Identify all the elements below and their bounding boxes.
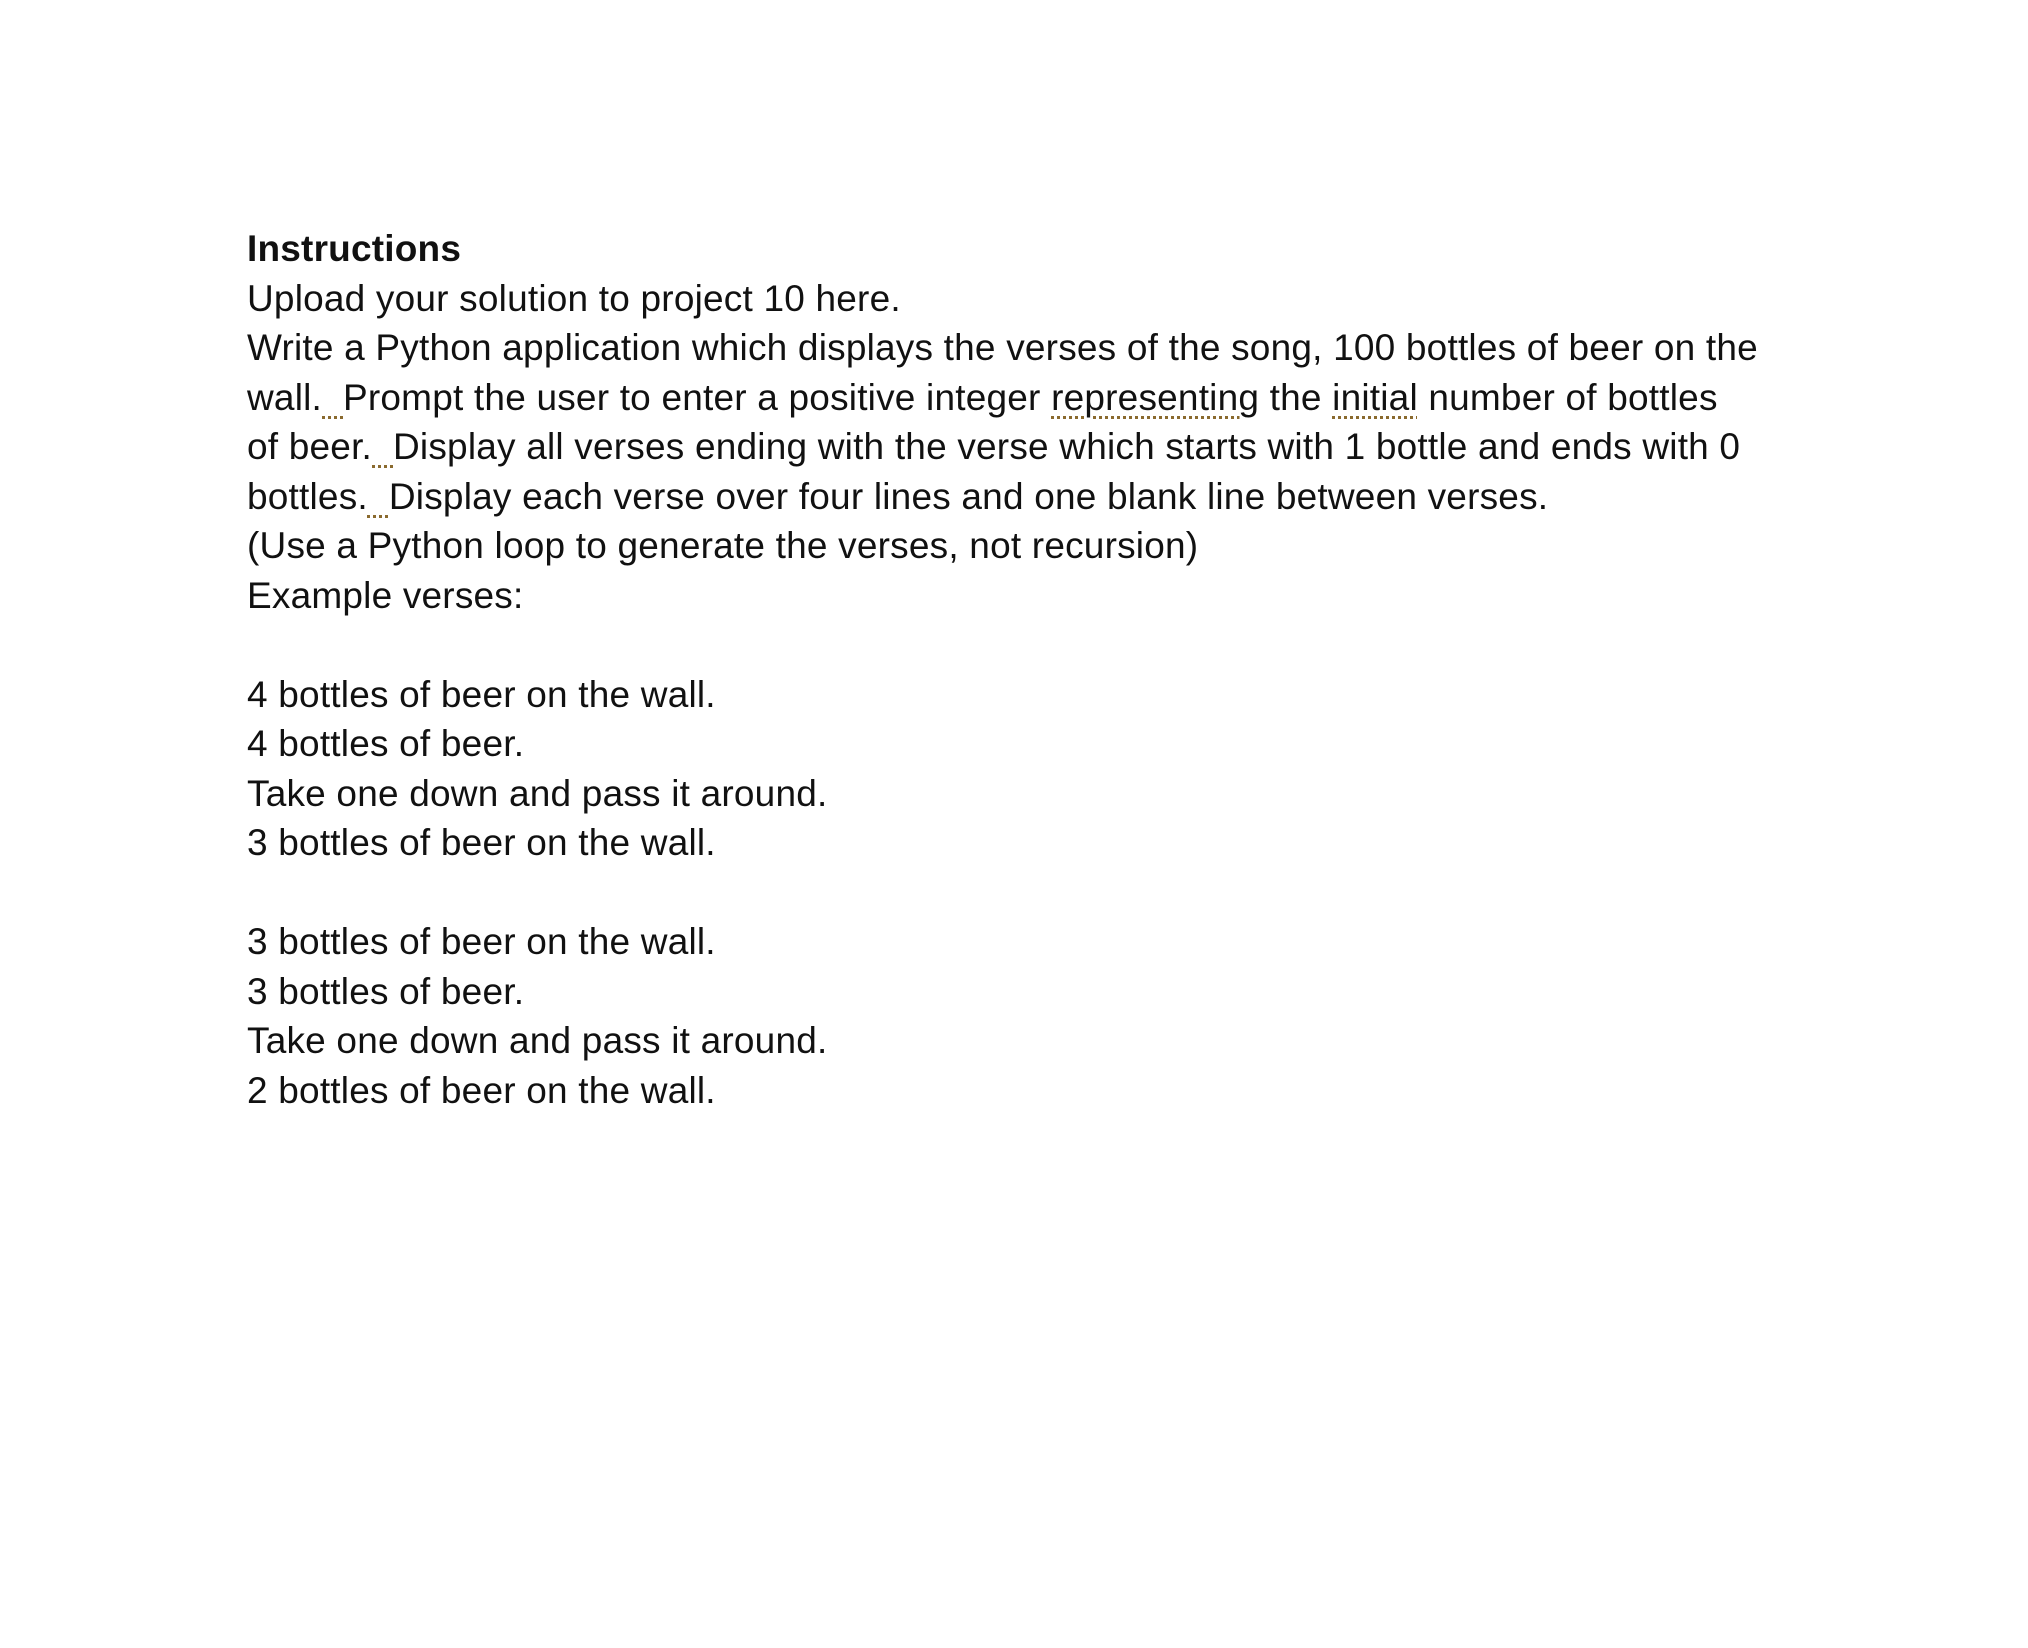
spacing-flag[interactable]	[368, 476, 389, 517]
verse-line: 4 bottles of beer on the wall.	[247, 673, 716, 715]
text-segment: the	[1259, 376, 1333, 418]
verse-block	[247, 917, 1847, 1115]
blank-line	[247, 868, 1847, 918]
note-line: (Use a Python loop to generate the verses, not recursion)	[247, 525, 1199, 566]
intro-line: Upload your solution to project 10 here.	[247, 277, 901, 319]
proofing-flag-representing[interactable]: representing	[1051, 376, 1260, 418]
verse-line: Take one down and pass it around.	[247, 1020, 828, 1061]
text-segment: bottles.	[247, 475, 368, 517]
text-segment: Prompt the user to enter a positive integer	[343, 376, 1052, 418]
text-segment: Display all verses ending with the verse which starts with 1 bottle and ends with 0	[393, 426, 1741, 467]
verse-line: 3 bottles of beer.	[247, 970, 525, 1012]
verse-block	[247, 670, 1847, 868]
paragraph-line-2	[247, 373, 1847, 423]
paragraph-line-1: Write a Python application which displays the verses of the song, 100 bottles of beer on the	[247, 327, 1758, 368]
verse-line: 3 bottles of beer on the wall.	[247, 921, 716, 962]
spacing-flag[interactable]	[372, 426, 393, 467]
verse-line: 4 bottles of beer.	[247, 723, 525, 764]
verse-line: 2 bottles of beer on the wall.	[247, 1069, 716, 1111]
text-segment: number of bottles	[1417, 376, 1718, 418]
example-label: Example verses:	[247, 574, 524, 616]
instructions-heading: Instructions	[247, 228, 462, 269]
text-segment: of beer.	[247, 426, 373, 467]
document-body	[247, 224, 1847, 1115]
proofing-flag-initial[interactable]: initial	[1332, 376, 1418, 418]
verse-line: Take one down and pass it around.	[247, 772, 828, 814]
verse-line: 3 bottles of beer on the wall.	[247, 822, 716, 863]
paragraph-line-3	[247, 422, 1847, 472]
blank-line	[247, 620, 1847, 670]
paragraph-line-4	[247, 472, 1847, 522]
spacing-flag[interactable]	[322, 377, 343, 418]
text-segment: wall.	[247, 376, 323, 418]
text-segment: Display each verse over four lines and one blank line between verses.	[388, 475, 1549, 517]
